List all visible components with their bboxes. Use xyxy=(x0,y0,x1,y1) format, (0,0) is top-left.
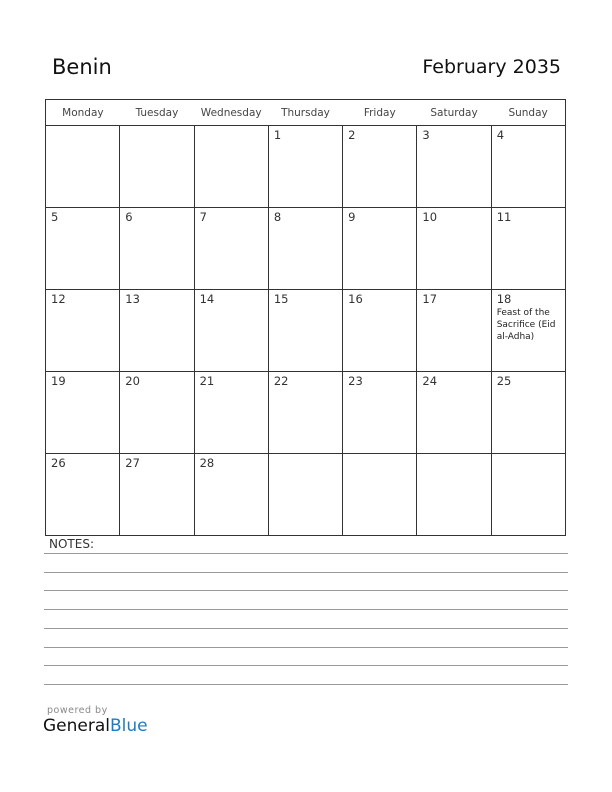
weekday-header: Monday xyxy=(46,100,120,126)
day-cell xyxy=(343,290,417,372)
day-number: 26 xyxy=(51,456,66,470)
day-cell xyxy=(491,126,565,208)
day-cell xyxy=(120,372,194,454)
day-number: 13 xyxy=(125,292,140,306)
day-cell xyxy=(120,454,194,536)
notes-line xyxy=(44,572,568,573)
day-cell xyxy=(417,372,491,454)
logo-general: General xyxy=(43,716,110,736)
notes-line xyxy=(44,665,568,666)
day-cell xyxy=(120,208,194,290)
week-row xyxy=(46,290,566,372)
day-cell xyxy=(46,372,120,454)
day-number: 7 xyxy=(199,210,207,224)
day-cell xyxy=(343,454,417,536)
day-number: 28 xyxy=(199,456,215,470)
day-cell xyxy=(46,454,120,536)
day-cell xyxy=(491,208,565,290)
day-number: 17 xyxy=(422,292,438,306)
day-cell xyxy=(194,208,268,290)
day-number: 16 xyxy=(348,292,363,306)
day-number: 15 xyxy=(273,292,289,306)
day-cell xyxy=(343,126,417,208)
day-number: 21 xyxy=(199,374,215,388)
country-title: Benin xyxy=(52,55,112,79)
day-number: 14 xyxy=(199,292,215,306)
notes-line xyxy=(44,684,568,685)
weekday-header: Wednesday xyxy=(194,100,268,126)
day-number: 24 xyxy=(422,374,438,388)
notes-line xyxy=(44,628,568,629)
day-cell xyxy=(268,126,342,208)
day-cell xyxy=(491,290,565,372)
day-cell xyxy=(46,126,120,208)
notes-line xyxy=(44,647,568,648)
day-number: 27 xyxy=(125,456,140,470)
weekday-header: Tuesday xyxy=(120,100,194,126)
day-cell xyxy=(343,208,417,290)
notes-line xyxy=(44,553,568,554)
day-cell xyxy=(491,372,565,454)
day-cell xyxy=(491,454,565,536)
day-cell xyxy=(417,290,491,372)
day-number: 8 xyxy=(273,210,282,224)
notes-line xyxy=(44,609,568,610)
day-cell xyxy=(194,126,268,208)
notes-label: NOTES: xyxy=(49,537,94,551)
day-cell xyxy=(417,126,491,208)
day-cell xyxy=(194,454,268,536)
day-number: 3 xyxy=(422,128,430,142)
day-number: 12 xyxy=(51,292,66,306)
weekday-header: Friday xyxy=(343,100,417,126)
weekday-header: Thursday xyxy=(268,100,342,126)
day-number: 11 xyxy=(496,210,512,224)
weekday-header: Saturday xyxy=(417,100,491,126)
day-cell xyxy=(46,208,120,290)
week-row xyxy=(46,454,566,536)
day-number: 2 xyxy=(348,128,356,142)
holiday-label: Feast of the Sacrifice (Eid al-Adha) xyxy=(496,308,556,342)
month-title: February 2035 xyxy=(422,56,561,78)
generalblue-logo xyxy=(43,716,148,736)
day-cell xyxy=(343,372,417,454)
week-row xyxy=(46,372,566,454)
notes-line xyxy=(44,590,568,591)
day-number: 25 xyxy=(496,374,512,388)
day-cell xyxy=(417,454,491,536)
day-number: 5 xyxy=(51,210,59,224)
day-cell xyxy=(268,372,342,454)
day-cell xyxy=(194,290,268,372)
powered-by-text: powered by xyxy=(47,705,108,716)
day-cell xyxy=(120,126,194,208)
day-cell xyxy=(268,208,342,290)
day-cell xyxy=(194,372,268,454)
day-number: 22 xyxy=(273,374,289,388)
day-number: 1 xyxy=(273,128,282,142)
day-number: 20 xyxy=(125,374,140,388)
calendar-grid xyxy=(45,99,566,536)
day-cell xyxy=(268,290,342,372)
weekday-header: Sunday xyxy=(491,100,565,126)
day-number: 23 xyxy=(348,374,363,388)
day-number: 6 xyxy=(125,210,133,224)
day-number: 9 xyxy=(348,210,356,224)
day-cell xyxy=(120,290,194,372)
week-row xyxy=(46,126,566,208)
day-number: 4 xyxy=(496,128,505,142)
day-cell xyxy=(268,454,342,536)
logo-blue: Blue xyxy=(110,716,148,736)
week-row xyxy=(46,208,566,290)
day-number: 19 xyxy=(51,374,66,388)
day-number: 10 xyxy=(422,210,438,224)
day-cell xyxy=(46,290,120,372)
day-number: 18 xyxy=(496,292,512,306)
day-cell xyxy=(417,208,491,290)
